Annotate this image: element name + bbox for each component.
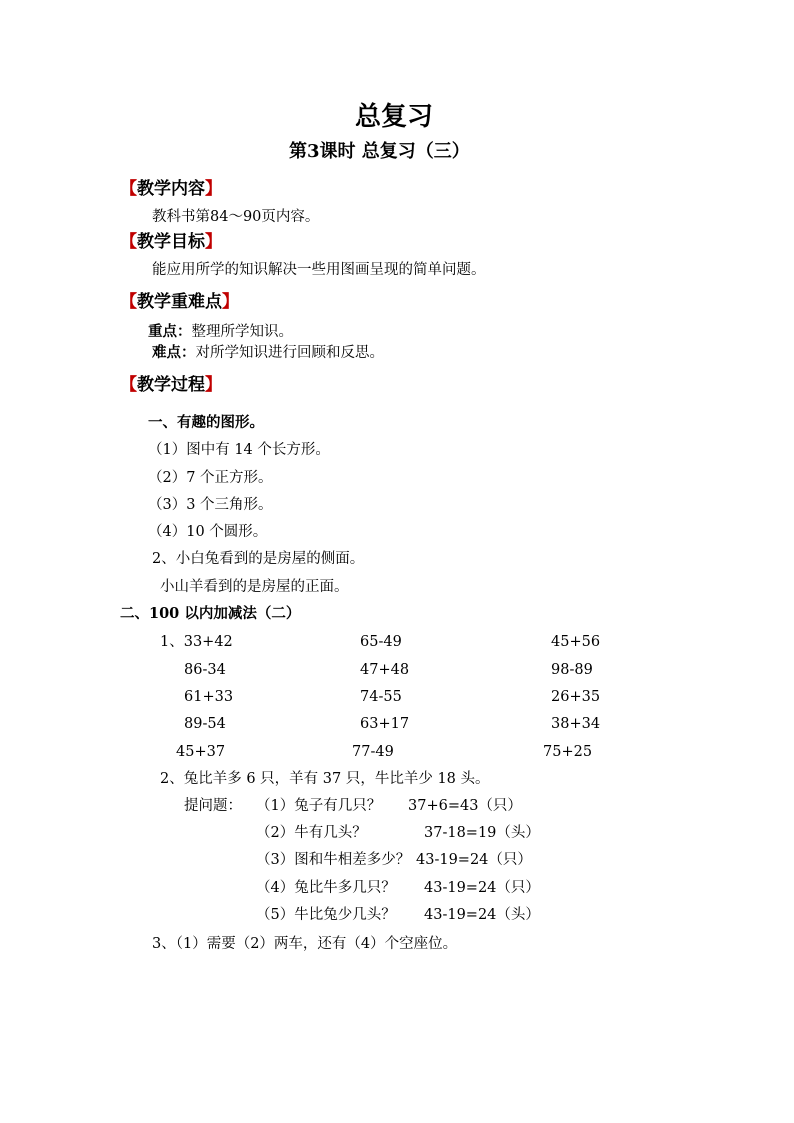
part1-item: （2）7 个正方形。 bbox=[148, 470, 273, 486]
sub-answer: 37+6=43（只） bbox=[408, 798, 522, 814]
section-heading-goals: 【教学目标】 bbox=[120, 232, 222, 252]
exercise-cell: 74-55 bbox=[360, 689, 402, 705]
exercise-cell: 45+37 bbox=[176, 744, 226, 760]
part1-heading: 一、有趣的图形。 bbox=[148, 414, 264, 431]
exercise-cell: 86-34 bbox=[184, 662, 226, 678]
goals-text: 能应用所学的知识解决一些用图画呈现的简单问题。 bbox=[152, 262, 486, 278]
part1-item: （3）3 个三角形。 bbox=[148, 497, 273, 513]
exercise-cell: 77-49 bbox=[352, 744, 394, 760]
sub-answer: 43-19=24（头） bbox=[424, 907, 540, 923]
sub-answer: 43-19=24（只） bbox=[424, 880, 540, 896]
section-heading-process: 【教学过程】 bbox=[120, 375, 222, 395]
part1-item: （1）图中有 14 个长方形。 bbox=[148, 442, 330, 458]
key-point: 重点：整理所学知识。 bbox=[148, 323, 293, 340]
exercise-cell: 45+56 bbox=[551, 634, 601, 650]
sub-question: （5）牛比兔少几头？ bbox=[256, 907, 396, 923]
exercise-cell: 75+25 bbox=[543, 744, 593, 760]
part2-heading: 二、100 以内加减法（二） bbox=[120, 605, 301, 622]
sub-answer: 43-19=24（只） bbox=[416, 852, 532, 868]
ask-label: 提问题： bbox=[184, 798, 242, 814]
sub-question: （4）兔比牛多几只？ bbox=[256, 880, 396, 896]
part1-item: 2、小白兔看到的是房屋的侧面。 bbox=[152, 551, 365, 567]
page-title: 总复习 bbox=[355, 102, 434, 132]
exercise-cell: 61+33 bbox=[184, 689, 234, 705]
exercise-cell: 47+48 bbox=[360, 662, 410, 678]
bracket-close: 】 bbox=[205, 179, 222, 199]
part1-item: 小山羊看到的是房屋的正面。 bbox=[160, 579, 349, 595]
exercise-cell: 98-89 bbox=[551, 662, 593, 678]
part1-item: （4）10 个圆形。 bbox=[148, 524, 268, 540]
exercise-row-1-col-1: 1、33+42 bbox=[160, 634, 233, 650]
exercise-cell: 89-54 bbox=[184, 716, 226, 732]
section-heading-content: 【教学内容】 bbox=[120, 179, 222, 199]
sub-answer: 37-18=19（头） bbox=[424, 825, 540, 841]
sub-question: （2）牛有几头？ bbox=[256, 825, 367, 841]
difficult-point: 难点：对所学知识进行回顾和反思。 bbox=[152, 344, 384, 361]
section-heading-keypoints: 【教学重难点】 bbox=[120, 292, 239, 312]
exercise-cell: 26+35 bbox=[551, 689, 601, 705]
sub-question: （3）图和牛相差多少？ bbox=[256, 852, 411, 868]
question-3: 3、（1）需要（2）两车，还有（4）个空座位。 bbox=[152, 936, 458, 952]
content-text: 教科书第84～90页内容。 bbox=[152, 209, 320, 225]
question-2: 2、兔比羊多 6 只，羊有 37 只，牛比羊少 18 头。 bbox=[160, 771, 490, 787]
exercise-cell: 63+17 bbox=[360, 716, 410, 732]
page-subtitle: 第3课时 总复习（三） bbox=[289, 141, 470, 162]
exercise-cell: 38+34 bbox=[551, 716, 601, 732]
bracket-open: 【 bbox=[120, 179, 137, 199]
sub-question: （1）兔子有几只？ bbox=[256, 798, 382, 814]
exercise-cell: 65-49 bbox=[360, 634, 402, 650]
